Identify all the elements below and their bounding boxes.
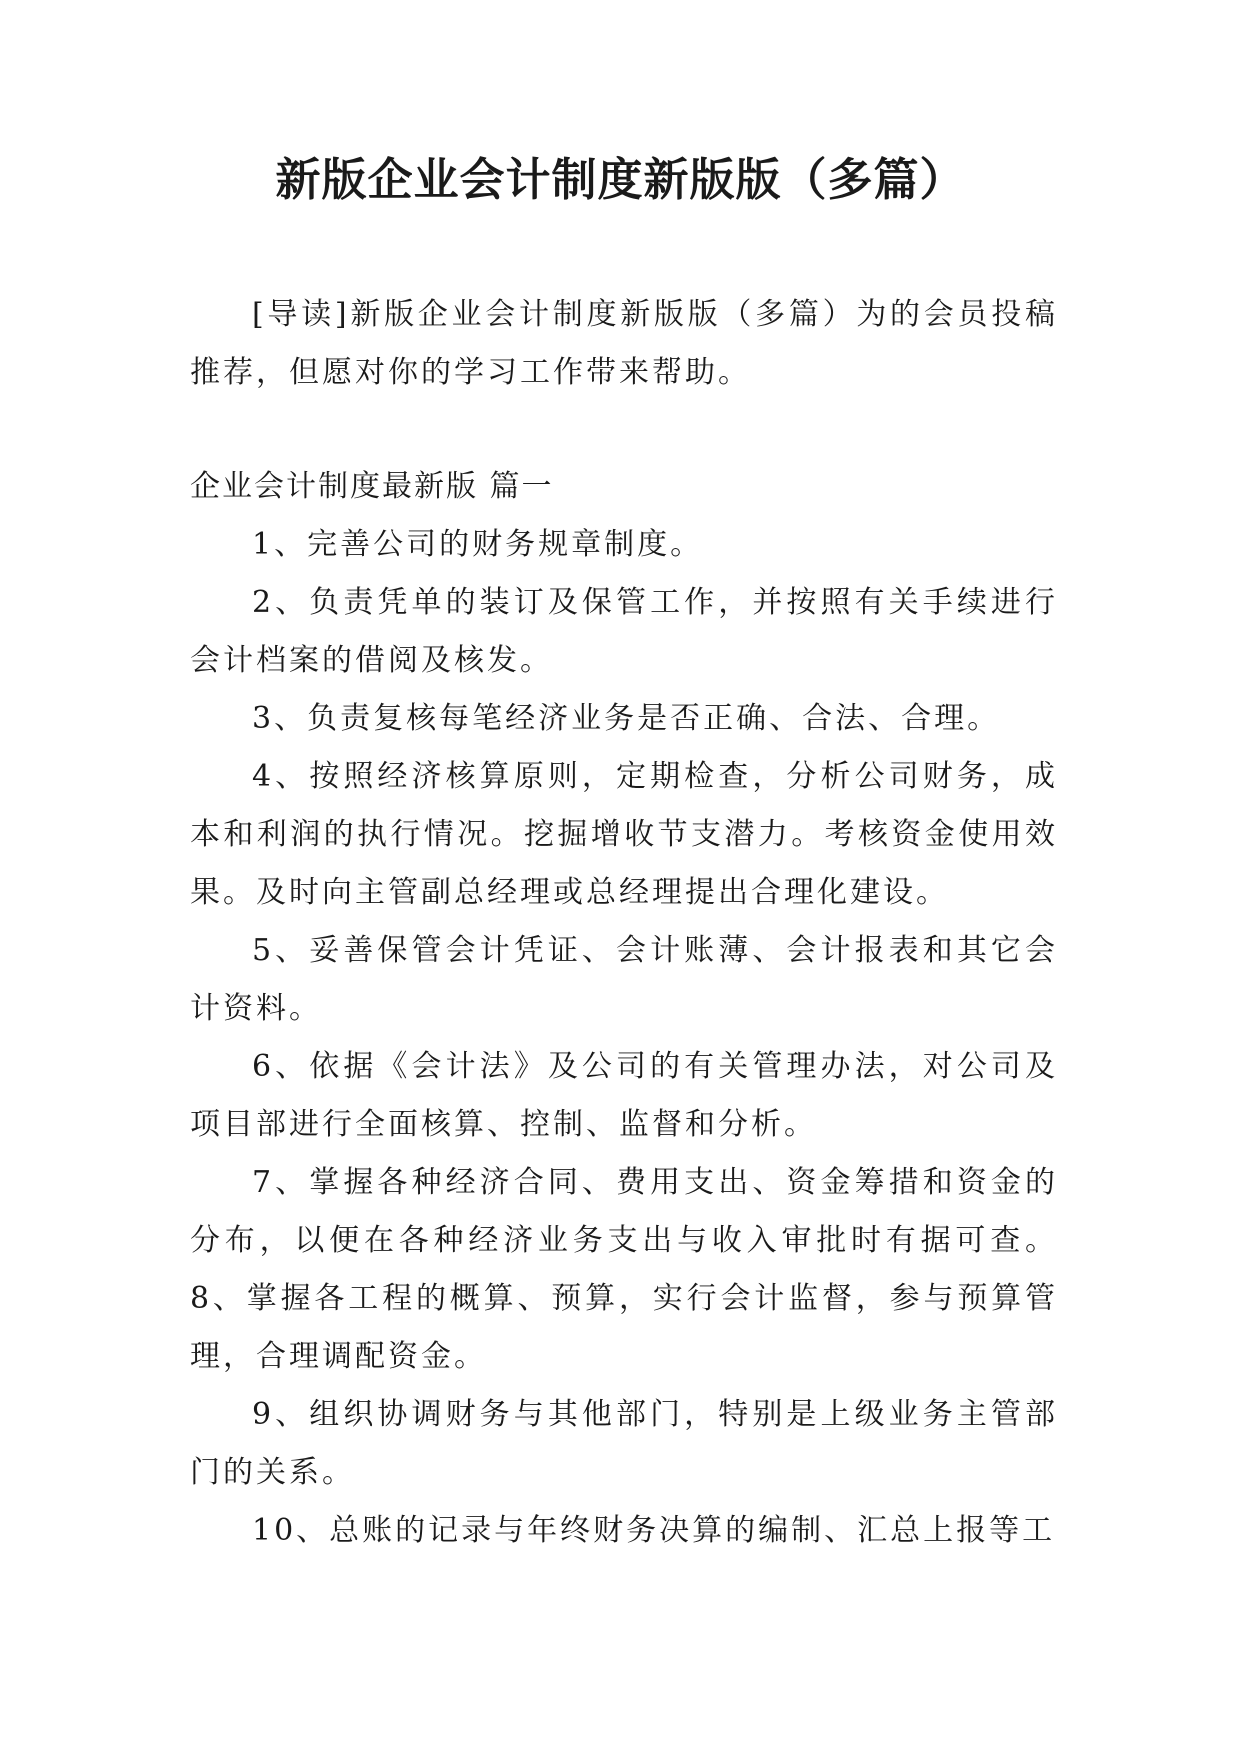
list-item: 3、负责复核每笔经济业务是否正确、合法、合理。 — [252, 701, 1001, 736]
list-item: 4、按照经济核算原则，定期检查，分析公司财务，成本和利润的执行情况。挖掘增收节支潜力。考核资金使用效果。及时向主管副总经理或总经理提出合理化建设。 — [190, 759, 1058, 910]
list-item: 1、完善公司的财务规章制度。 — [252, 527, 704, 562]
list-item: 9、组织协调财务与其他部门，特别是上级业务主管部门的关系。 — [190, 1397, 1058, 1490]
list-item: 2、负责凭单的装订及保管工作，并按照有关手续进行会计档案的借阅及核发。 — [190, 585, 1058, 678]
intro-paragraph: [导读]新版企业会计制度新版版（多篇）为的会员投稿推荐，但愿对你的学习工作带来帮助。 — [190, 297, 1058, 390]
list-item: 7、掌握各种经济合同、费用支出、资金筹措和资金的分布，以便在各种经济业务支出与收入审批时有据可查。8、掌握各工程的概算、预算，实行会计监督，参与预算管理，合理调配资金。 — [190, 1165, 1058, 1374]
item-list — [190, 516, 1058, 1560]
list-item: 10、总账的记录与年终财务决算的编制、汇总上报等工 — [252, 1513, 1056, 1548]
section-heading: 企业会计制度最新版 篇一 — [190, 469, 554, 504]
list-item: 5、妥善保管会计凭证、会计账薄、会计报表和其它会计资料。 — [190, 933, 1058, 1026]
document-title: 新版企业会计制度新版版（多篇） — [275, 153, 966, 206]
list-item: 6、依据《会计法》及公司的有关管理办法，对公司及项目部进行全面核算、控制、监督和分析。 — [190, 1049, 1058, 1142]
